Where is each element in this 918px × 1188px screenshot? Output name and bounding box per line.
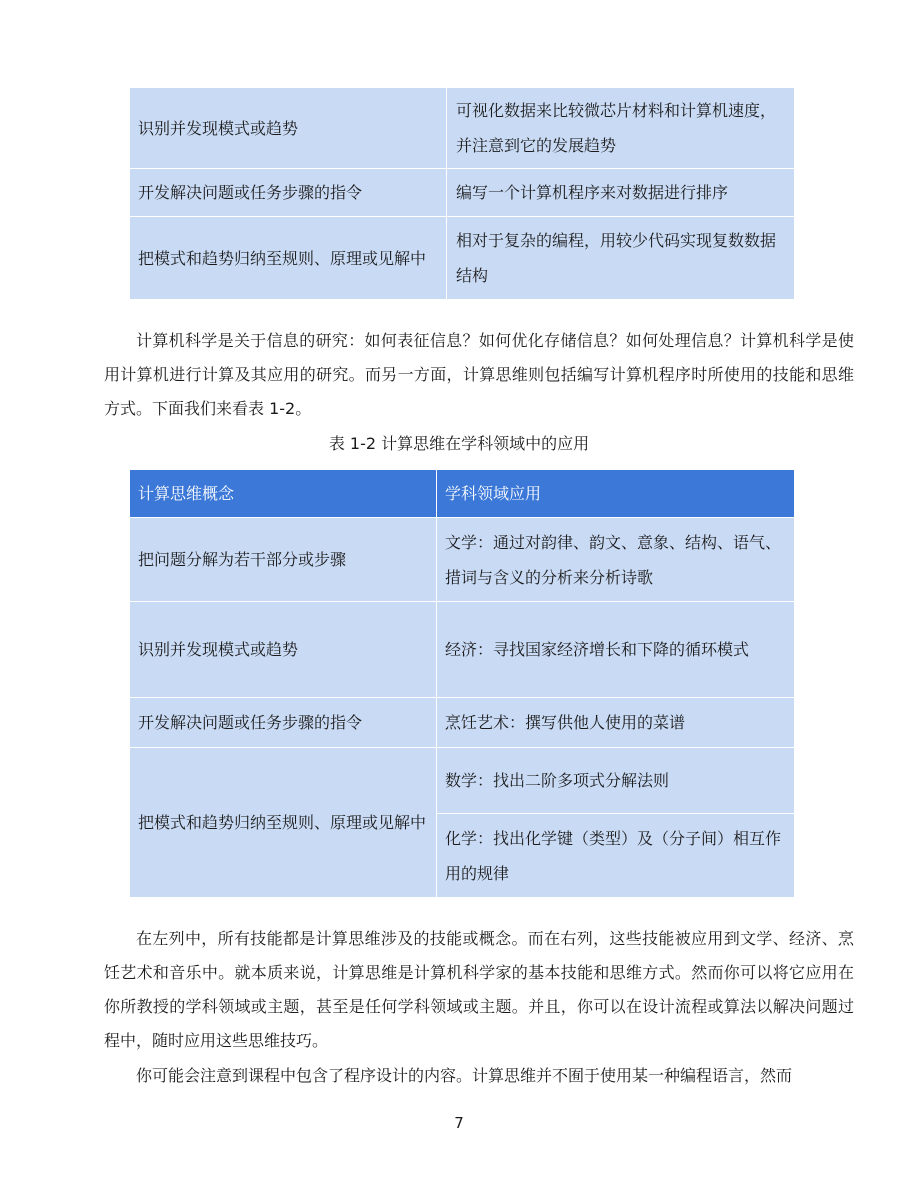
concept-cell: 识别并发现模式或趋势 [130, 602, 437, 698]
computational-thinking-application-table [129, 469, 795, 898]
paragraph: 计算机科学是关于信息的研究：如何表征信息？如何优化存储信息？如何处理信息？计算机科学是使用计算机进行计算及其应用的研究。而另一方面，计算思维则包括编写计算机程序时所使用的技能和思维方式。下面我们来看表 1-2。 [104, 331, 854, 418]
paragraph: 在左列中，所有技能都是计算思维涉及的技能或概念。而在右列，这些技能被应用到文学、经济、烹饪艺术和音乐中。就本质来说，计算思维是计算机科学家的基本技能和思维方式。然而你可以将它应用在你所教授的学科领域或主题，甚至是任何学科领域或主题。并且，你可以在设计流程或算法以解决问题过程中，随时应用这些思维技巧。 [104, 929, 854, 1050]
table-row [130, 748, 795, 814]
table-row [130, 88, 795, 169]
concept-cell: 把问题分解为若干部分或步骤 [130, 518, 437, 602]
concept-cell: 把模式和趋势归纳至规则、原理或见解中 [130, 748, 437, 898]
table-row [130, 602, 795, 698]
concept-cell: 开发解决问题或任务步骤的指令 [130, 169, 447, 217]
application-cell: 经济：寻找国家经济增长和下降的循环模式 [437, 602, 795, 698]
application-cell: 数学：找出二阶多项式分解法则 [437, 748, 795, 814]
table-row [130, 217, 795, 300]
table-row [130, 698, 795, 748]
application-cell: 烹饪艺术：撰写供他人使用的菜谱 [437, 698, 795, 748]
header-application: 学科领域应用 [437, 470, 795, 518]
application-cell: 可视化数据来比较微芯片材料和计算机速度，并注意到它的发展趋势 [447, 88, 795, 169]
concept-cell: 识别并发现模式或趋势 [130, 88, 447, 169]
table-row [130, 518, 795, 602]
table-header-row [130, 470, 795, 518]
table-row [130, 169, 795, 217]
concept-cell: 开发解决问题或任务步骤的指令 [130, 698, 437, 748]
application-cell: 相对于复杂的编程，用较少代码实现复数数据结构 [447, 217, 795, 300]
computational-thinking-table-continued [129, 87, 795, 300]
application-cell: 编写一个计算机程序来对数据进行排序 [447, 169, 795, 217]
page-number: 7 [454, 1114, 464, 1132]
application-cell: 化学：找出化学键（类型）及（分子间）相互作用的规律 [437, 814, 795, 898]
concept-cell: 把模式和趋势归纳至规则、原理或见解中 [130, 217, 447, 300]
paragraph: 你可能会注意到课程中包含了程序设计的内容。计算思维并不囿于使用某一种编程语言，然而 [136, 1066, 793, 1085]
header-concept: 计算思维概念 [130, 470, 437, 518]
table-caption: 表 1-2 计算思维在学科领域中的应用 [328, 434, 590, 453]
application-cell: 文学：通过对韵律、韵文、意象、结构、语气、措词与含义的分析来分析诗歌 [437, 518, 795, 602]
